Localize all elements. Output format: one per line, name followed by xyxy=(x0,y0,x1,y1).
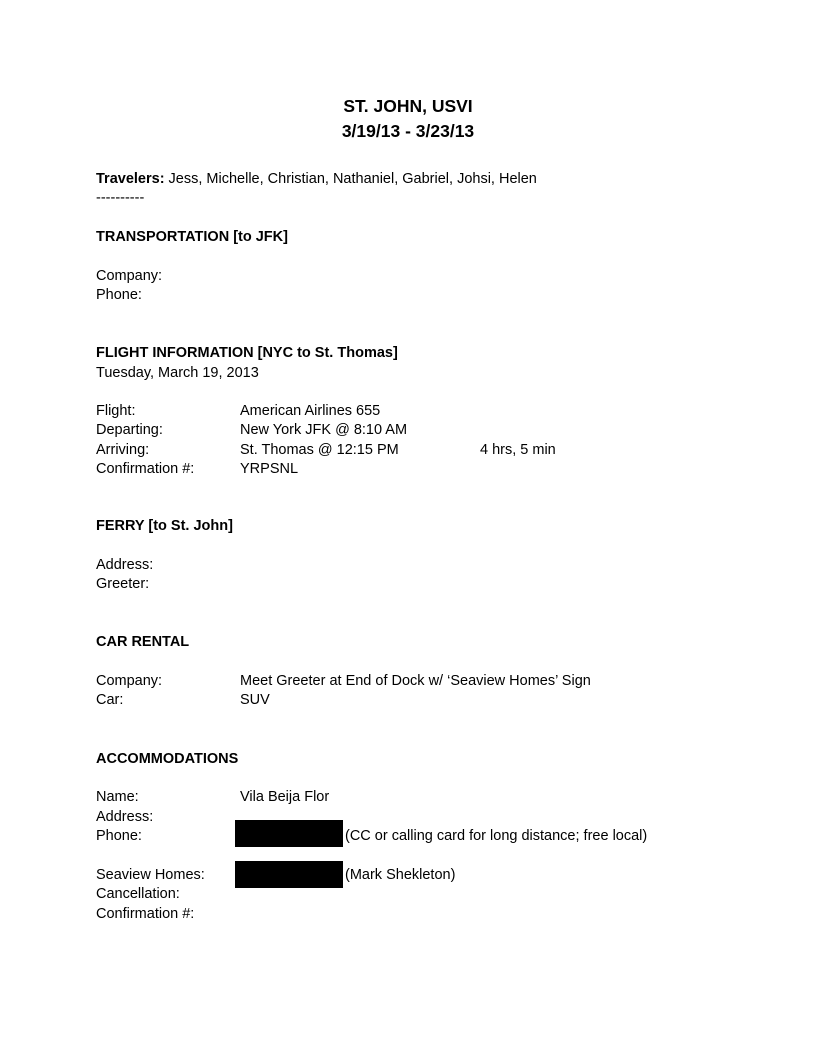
arriving-value: St. Thomas @ 12:15 PM xyxy=(240,442,399,458)
phone-note: (CC or calling card for long distance; free local) xyxy=(345,828,648,844)
car-label: Car: xyxy=(96,692,124,708)
car-rental-heading: CAR RENTAL xyxy=(96,634,190,650)
accommodation-name-label: Name: xyxy=(96,789,139,805)
car-company-value: Meet Greeter at End of Dock w/ ‘Seaview Homes’ Sign xyxy=(240,673,591,689)
departing-label: Departing: xyxy=(96,422,163,438)
flight-confirmation-value: YRPSNL xyxy=(240,461,299,477)
seaview-homes-label: Seaview Homes: xyxy=(96,867,205,883)
accommodation-address-label: Address: xyxy=(96,809,154,825)
seaview-note: (Mark Shekleton) xyxy=(345,867,456,883)
travelers-line xyxy=(96,171,537,187)
accommodation-phone-label: Phone: xyxy=(96,828,142,844)
travelers-label: Travelers: xyxy=(96,171,165,187)
accommodation-name-value: Vila Beija Flor xyxy=(240,789,330,805)
accommodations-heading: ACCOMMODATIONS xyxy=(96,751,239,767)
flight-value: American Airlines 655 xyxy=(240,403,381,419)
accommodation-confirmation-label: Confirmation #: xyxy=(96,906,195,922)
transportation-phone-label: Phone: xyxy=(96,287,142,303)
divider: ---------- xyxy=(96,190,145,206)
transportation-company-label: Company: xyxy=(96,268,163,284)
flight-duration: 4 hrs, 5 min xyxy=(480,442,556,458)
ferry-greeter-label: Greeter: xyxy=(96,576,150,592)
flight-heading: FLIGHT INFORMATION [NYC to St. Thomas] xyxy=(96,345,398,361)
departing-value: New York JFK @ 8:10 AM xyxy=(240,422,408,438)
transportation-heading: TRANSPORTATION [to JFK] xyxy=(96,229,288,245)
flight-date: Tuesday, March 19, 2013 xyxy=(96,365,259,381)
ferry-address-label: Address: xyxy=(96,557,154,573)
travelers-names: Jess, Michelle, Christian, Nathaniel, Gabriel, Johsi, Helen xyxy=(164,171,537,187)
arriving-label: Arriving: xyxy=(96,442,150,458)
car-value: SUV xyxy=(240,692,270,708)
page-title: ST. JOHN, USVI xyxy=(343,96,473,116)
car-company-label: Company: xyxy=(96,673,163,689)
flight-label: Flight: xyxy=(96,403,136,419)
redacted-phone-block xyxy=(235,820,343,847)
cancellation-label: Cancellation: xyxy=(96,886,180,902)
trip-dates: 3/19/13 - 3/23/13 xyxy=(341,121,475,141)
ferry-heading: FERRY [to St. John] xyxy=(96,518,233,534)
flight-confirmation-label: Confirmation #: xyxy=(96,461,195,477)
redacted-seaview-block xyxy=(235,861,343,888)
